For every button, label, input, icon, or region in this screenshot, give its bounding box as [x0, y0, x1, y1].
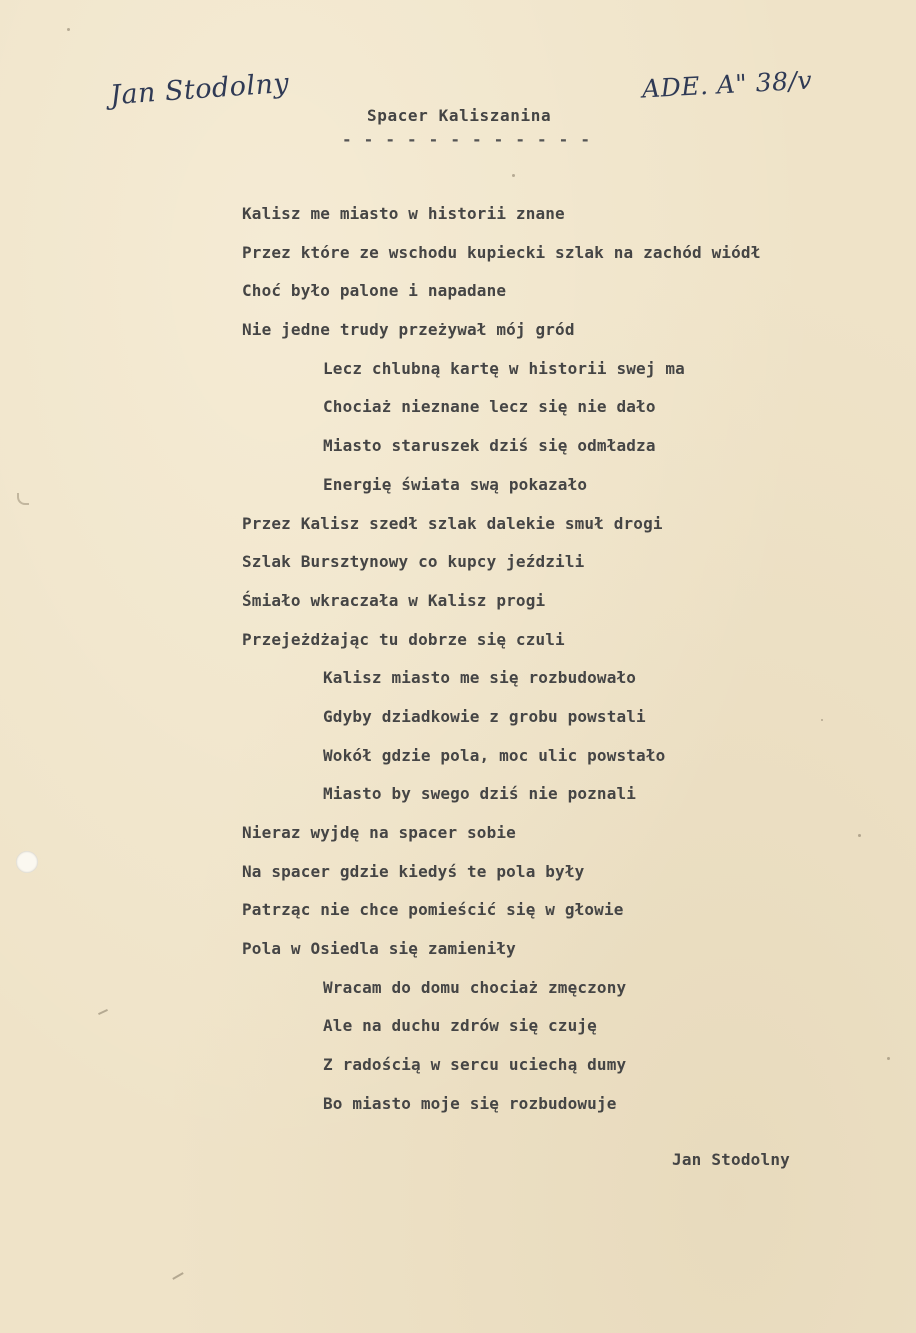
poem-line: Wokół gdzie pola, moc ulic powstało	[323, 745, 666, 765]
poem-line: Przez Kalisz szedł szlak dalekie smuł drogi	[242, 513, 663, 533]
poem-line: Bo miasto moje się rozbudowuje	[323, 1093, 617, 1113]
punch-hole	[16, 851, 38, 873]
poem-line: Patrząc nie chce pomieścić się w głowie	[242, 900, 624, 920]
poem-line: Na spacer gdzie kiedyś te pola były	[242, 861, 585, 881]
poem-line: Śmiało wkraczała w Kalisz progi	[242, 590, 546, 610]
poem-line: Choć było palone i napadane	[242, 281, 507, 301]
poem-title: Spacer Kaliszanina	[367, 106, 552, 125]
poem-line: Chociaż nieznane lecz się nie dało	[323, 397, 656, 417]
paper-speck	[821, 719, 823, 721]
paper-speck	[887, 1057, 890, 1060]
poem-line: Szlak Bursztynowy co kupcy jeździli	[242, 552, 585, 572]
paper-mark	[98, 1009, 108, 1015]
paper-speck	[512, 174, 515, 177]
poem-line: Nieraz wyjdę na spacer sobie	[242, 823, 516, 842]
poem-line: Nie jedne trudy przeżywał mój gród	[242, 320, 575, 340]
poem-line: Gdyby dziadkowie z grobu powstali	[323, 706, 646, 726]
handwritten-author-note: Jan Stodolny	[109, 67, 291, 112]
paper-speck	[67, 28, 70, 31]
handwritten-archive-reference: ADE. A" 38/v	[641, 65, 813, 104]
poem-line: Przez które ze wschodu kupiecki szlak na zachód wiódł	[242, 242, 761, 262]
poem-body	[242, 204, 902, 1133]
paper-speck	[858, 834, 861, 837]
poem-line: Kalisz me miasto w historii znane	[242, 204, 565, 223]
poem-line: Przejeżdżając tu dobrze się czuli	[242, 629, 565, 649]
poem-line: Miasto by swego dziś nie poznali	[323, 784, 637, 804]
poem-line: Wracam do domu chociaż zmęczony	[323, 977, 627, 997]
paper-mark	[17, 493, 29, 505]
poem-line: Energię świata swą pokazało	[323, 474, 588, 494]
title-underline: - - - - - - - - - - - -	[342, 130, 592, 149]
poem-line: Ale na duchu zdrów się czuję	[323, 1016, 597, 1036]
poem-line: Kalisz miasto me się rozbudowało	[323, 668, 637, 688]
poem-line: Miasto staruszek dziś się odmładza	[323, 436, 656, 456]
poem-line: Lecz chlubną kartę w historii swej ma	[323, 358, 685, 378]
typed-signature: Jan Stodolny	[672, 1150, 790, 1169]
poem-line: Z radością w sercu uciechą dumy	[323, 1055, 627, 1075]
paper-mark	[172, 1272, 183, 1280]
poem-line: Pola w Osiedla się zamieniły	[242, 939, 516, 959]
